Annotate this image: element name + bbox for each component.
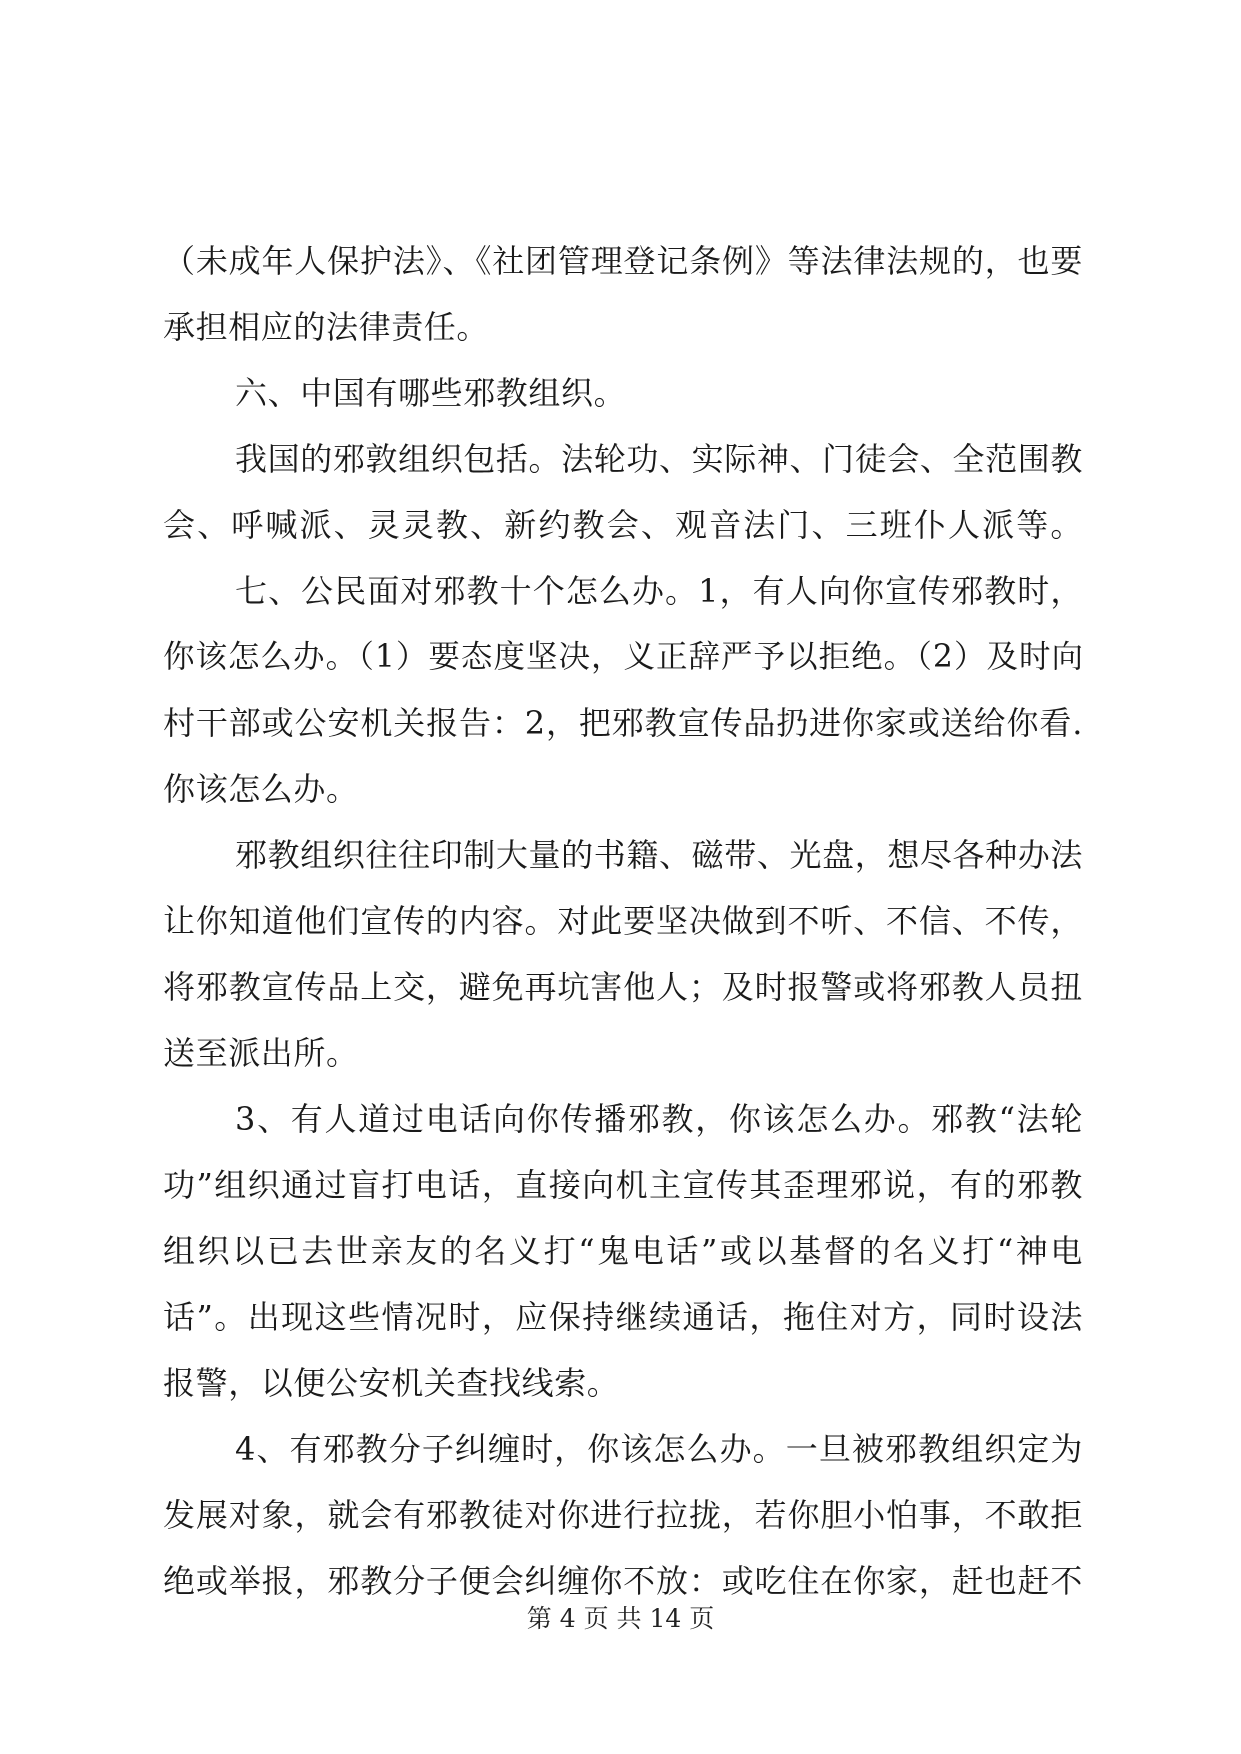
text-line: 你该怎么办。 <box>163 770 359 808</box>
text-line: 绝或举报，邪教分子便会纠缠你不放：或吃住在你家，赶也赶不 <box>163 1562 1083 1600</box>
text-line: 组织以已去世亲友的名义打“鬼电话”或以基督的名义打“神电 <box>163 1232 1083 1270</box>
body-text <box>163 228 1083 1614</box>
text-line: 3、有人道过电话向你传播邪教，你该怎么办。邪教“法轮 <box>235 1100 1083 1138</box>
text-line: 4、有邪教分子纠缠时，你该怎么办。一旦被邪教组织定为 <box>235 1430 1083 1468</box>
text-line: 将邪教宣传品上交，避免再坑害他人；及时报警或将邪教人员扭 <box>163 968 1083 1006</box>
text-line: 话”。出现这些情况时，应保持继续通话，拖住对方，同时设法 <box>163 1298 1083 1336</box>
text-line: 邪教组织往往印制大量的书籍、磁带、光盘，想尽各种办法 <box>235 836 1083 874</box>
text-line: 我国的邪敦组织包括。法轮功、实际神、门徒会、全范围教 <box>235 440 1083 478</box>
text-line: 你该怎么办。（1）要态度坚决，义正辞严予以拒绝。（2）及时向 <box>163 639 1083 675</box>
text-line: 送至派出所。 <box>163 1034 359 1072</box>
text-line: 报警，以便公安机关查找线索。 <box>163 1364 620 1402</box>
text-line: （未成年人保护法》、《社团管理登记条例》等法律法规的，也要 <box>163 242 1083 280</box>
text-line: 六、中国有哪些邪教组织。 <box>235 374 627 412</box>
text-line: 村干部或公安机关报告：2，把邪教宣传品扔进你家或送给你看. <box>163 704 1083 742</box>
text-line: 七、公民面对邪教十个怎么办。1，有人向你宣传邪教时， <box>235 572 1083 610</box>
page-footer: 第 4 页 共 14 页 <box>526 1604 715 1633</box>
text-line: 让你知道他们宣传的内容。对此要坚决做到不听、不信、不传， <box>163 902 1083 940</box>
text-line: 功”组织通过盲打电话，直接向机主宣传其歪理邪说，有的邪教 <box>163 1166 1083 1204</box>
text-line: 会、呼喊派、灵灵教、新约教会、观音法门、三班仆人派等。 <box>163 506 1083 544</box>
text-line: 发展对象，就会有邪教徒对你进行拉拢，若你胆小怕事，不敢拒 <box>163 1496 1083 1534</box>
text-line: 承担相应的法律责任。 <box>163 308 490 346</box>
